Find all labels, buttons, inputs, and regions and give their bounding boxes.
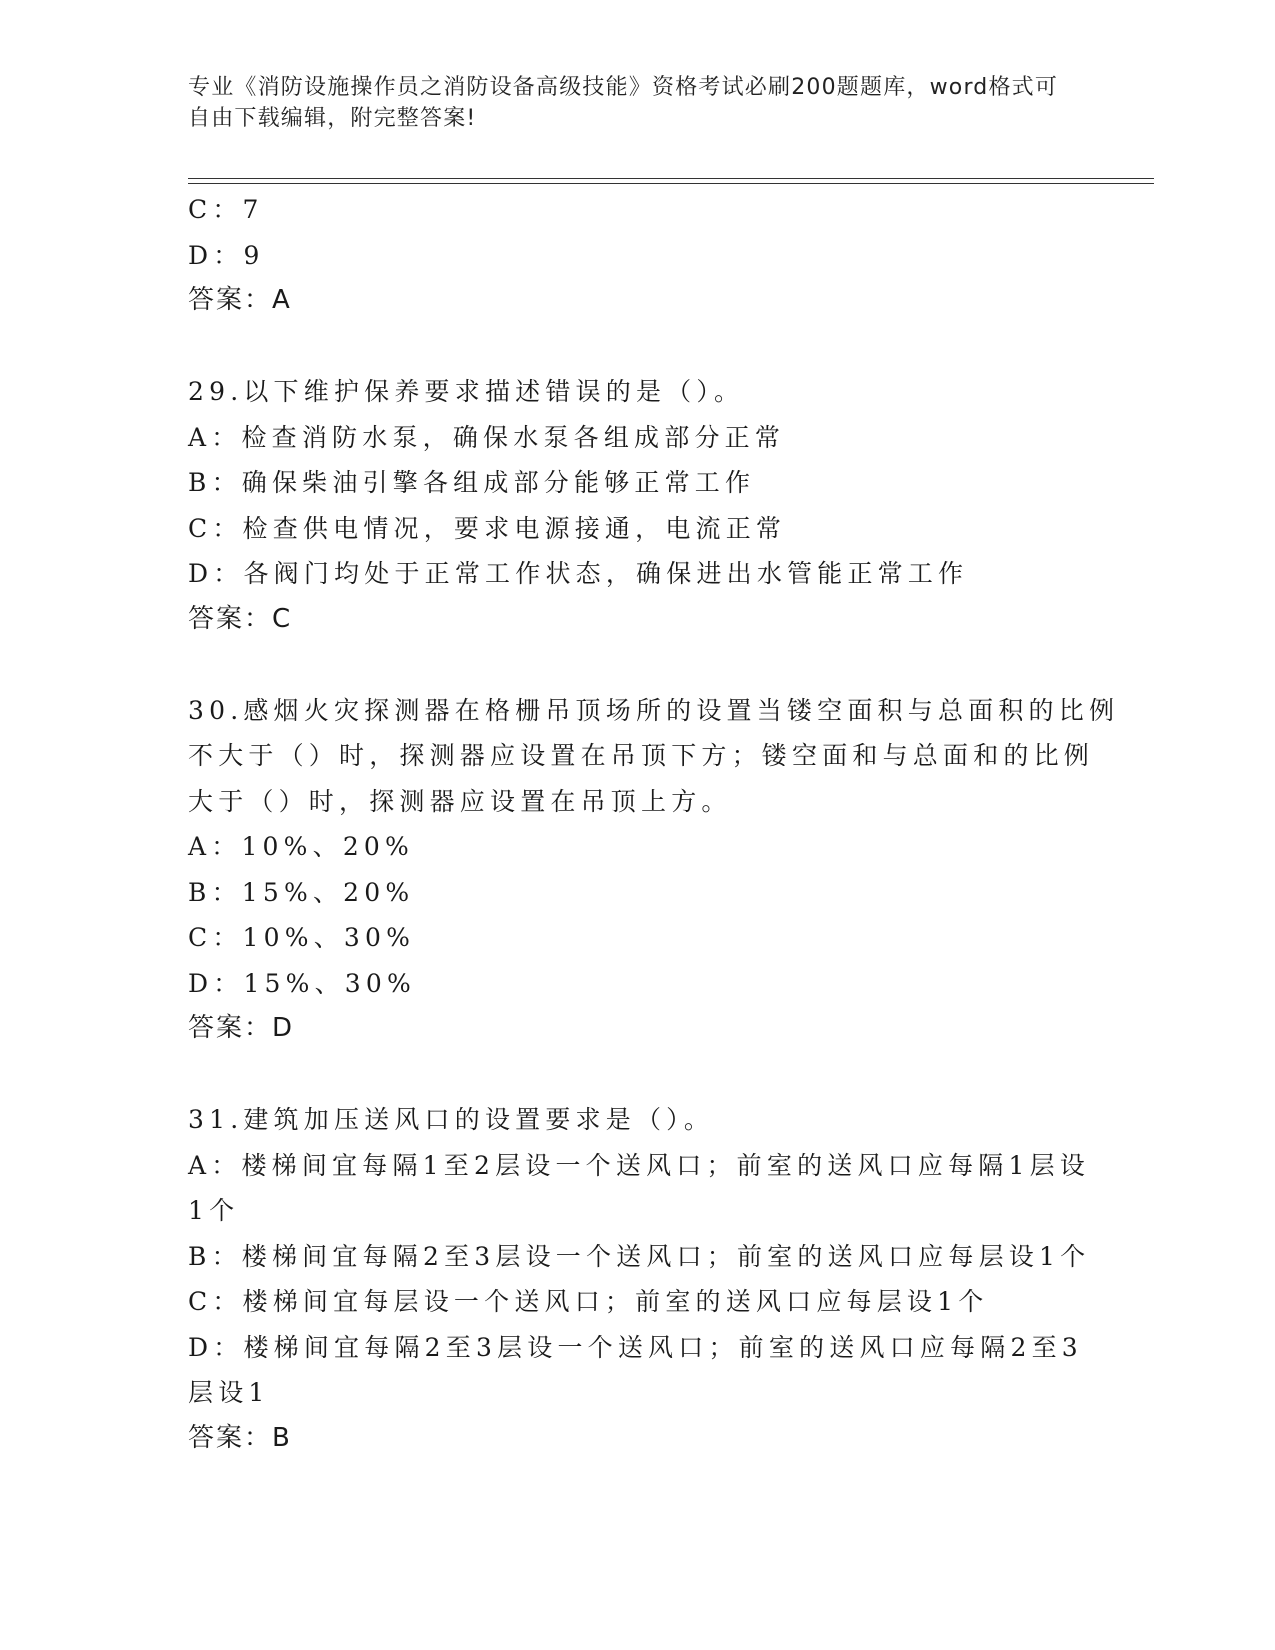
question-stem-line-2: 不大于（）时，探测器应设置在吊顶下方；镂空面和与总面和的比例 — [188, 741, 1095, 770]
option-c: C：楼梯间宜每层设一个送风口；前室的送风口应每层设1个 — [188, 1287, 989, 1316]
option-d: D：9 — [188, 240, 265, 270]
option-d: D：15%、30% — [188, 968, 416, 998]
question-stem: 29.以下维护保养要求描述错误的是（）。 — [188, 377, 745, 406]
question-list — [188, 187, 1120, 1461]
option-d: D：各阀门均处于正常工作状态，确保进出水管能正常工作 — [188, 559, 969, 588]
question-30 — [188, 688, 1120, 1052]
question-28-tail — [188, 187, 1088, 324]
option-d-line-1: D：楼梯间宜每隔2至3层设一个送风口；前室的送风口应每隔2至3 — [188, 1332, 1083, 1362]
option-a-line-1: A：楼梯间宜每隔1至2层设一个送风口；前室的送风口应每隔1层设 — [188, 1150, 1090, 1180]
option-c: C：检查供电情况，要求电源接通，电流正常 — [188, 513, 787, 543]
question-31 — [188, 1097, 1091, 1461]
option-a-line-2: 1个 — [188, 1196, 240, 1225]
option-a: A：检查消防水泵，确保水泵各组成部分正常 — [188, 422, 786, 452]
question-29 — [188, 369, 1088, 642]
question-stem: 31.建筑加压送风口的设置要求是（）。 — [188, 1105, 715, 1134]
document-header: 专业《消防设施操作员之消防设备高级技能》资格考试必刷200题题库，word格式可自由下载编辑，附完整答案! — [188, 75, 1059, 131]
option-b: B：确保柴油引擎各组成部分能够正常工作 — [188, 468, 756, 497]
option-b: B：15%、20% — [188, 877, 415, 907]
option-a: A：10%、20% — [188, 832, 414, 861]
spacer — [188, 1052, 1088, 1098]
question-stem-line-1: 30.感烟火灾探测器在格栅吊顶场所的设置当镂空面积与总面积的比例 — [188, 695, 1120, 725]
spacer — [188, 324, 1088, 370]
question-stem-line-3: 大于（）时，探测器应设置在吊顶上方。 — [188, 786, 732, 816]
answer-line: 答案：C — [188, 603, 293, 634]
option-b: B：楼梯间宜每隔2至3层设一个送风口；前室的送风口应每层设1个 — [188, 1241, 1091, 1271]
answer-line: 答案：D — [188, 1013, 295, 1043]
answer-line: 答案：A — [188, 285, 292, 315]
header-divider-bottom — [188, 183, 1154, 184]
option-d-line-2: 层设1 — [188, 1378, 270, 1407]
spacer — [188, 642, 1088, 688]
header-divider-top — [188, 178, 1154, 179]
answer-line: 答案：B — [188, 1422, 292, 1453]
option-c: C：7 — [188, 195, 264, 224]
option-c: C：10%、30% — [188, 923, 416, 952]
